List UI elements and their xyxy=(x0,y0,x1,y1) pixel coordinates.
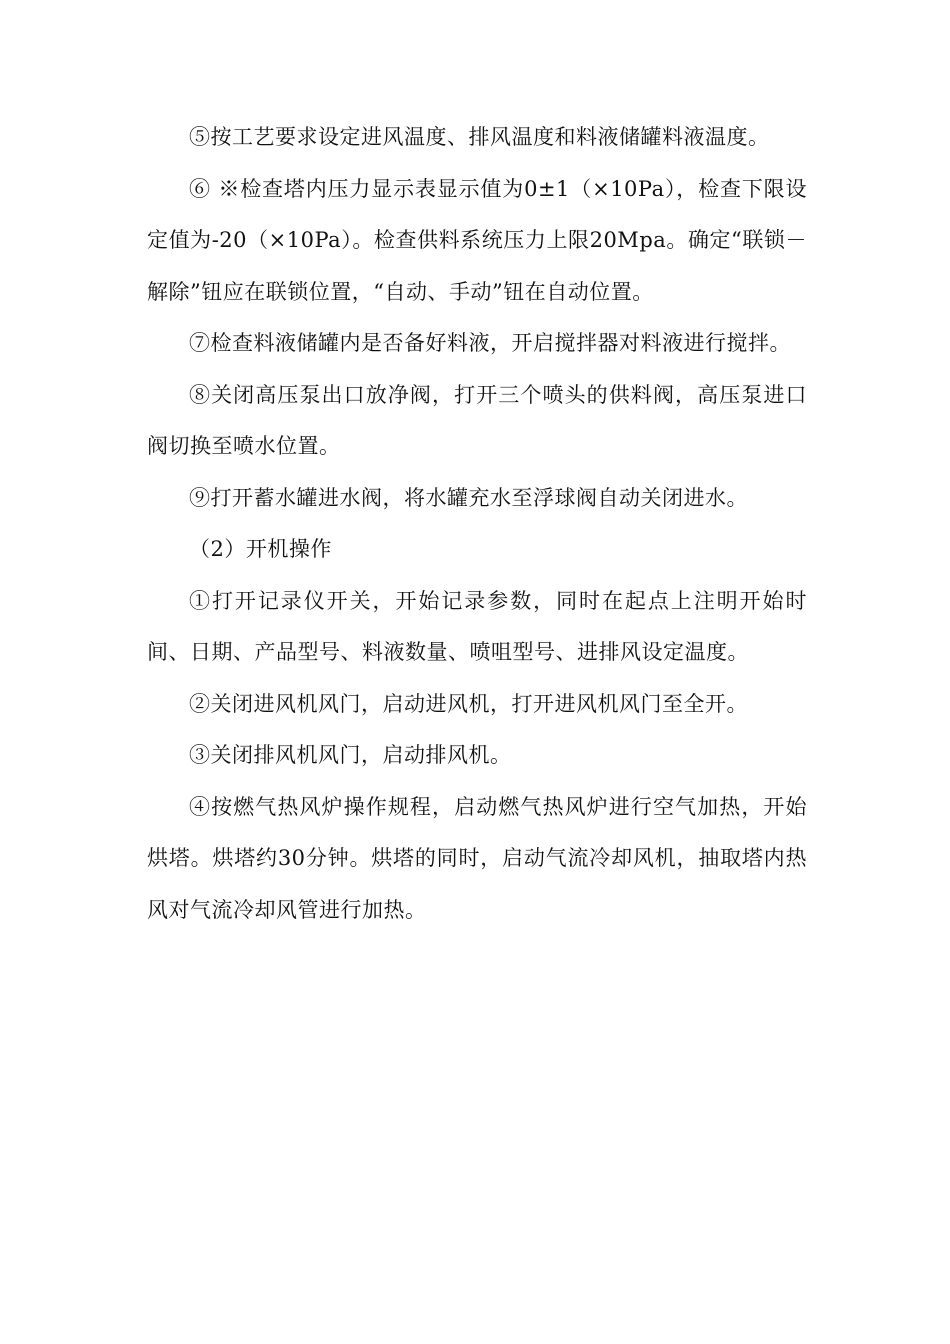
paragraph-step-6: ⑥ ※检查塔内压力显示表显示值为0±1（×10Pa），检查下限设定值为-20（×10Pa）。检查供料系统压力上限20Mpa。确定“联锁－解除”钮应在联锁位置，“自动、手动”钮在自动位置。 xyxy=(147,176,807,304)
paragraph-startup-step-3: ③关闭排风机风门，启动排风机。 xyxy=(189,743,512,767)
paragraph-startup-step-2: ②关闭进风机风门，启动进风机，打开进风机风门至全开。 xyxy=(189,691,748,716)
paragraph-startup-step-1: ①打开记录仪开关，开始记录参数，同时在起点上注明开始时间、日期、产品型号、料液数量、喷咀型号、进排风设定温度。 xyxy=(147,588,807,664)
paragraph-step-8: ⑧关闭高压泵出口放净阀，打开三个喷头的供料阀，高压泵进口阀切换至喷水位置。 xyxy=(147,382,807,458)
paragraph-step-7: ⑦检查料液储罐内是否备好料液，开启搅拌器对料液进行搅拌。 xyxy=(189,331,791,355)
section-heading-startup: （2）开机操作 xyxy=(189,537,332,561)
paragraph-startup-step-4: ④按燃气热风炉操作规程，启动燃气热风炉进行空气加热，开始烘塔。烘塔约30分钟。烘塔的同时，启动气流冷却风机，抽取塔内热风对气流冷却风管进行加热。 xyxy=(147,794,807,922)
paragraph-step-5: ⑤按工艺要求设定进风温度、排风温度和料液储罐料液温度。 xyxy=(189,125,770,149)
document-body xyxy=(147,112,807,936)
paragraph-step-9: ⑨打开蓄水罐进水阀，将水罐充水至浮球阀自动关闭进水。 xyxy=(189,485,748,510)
